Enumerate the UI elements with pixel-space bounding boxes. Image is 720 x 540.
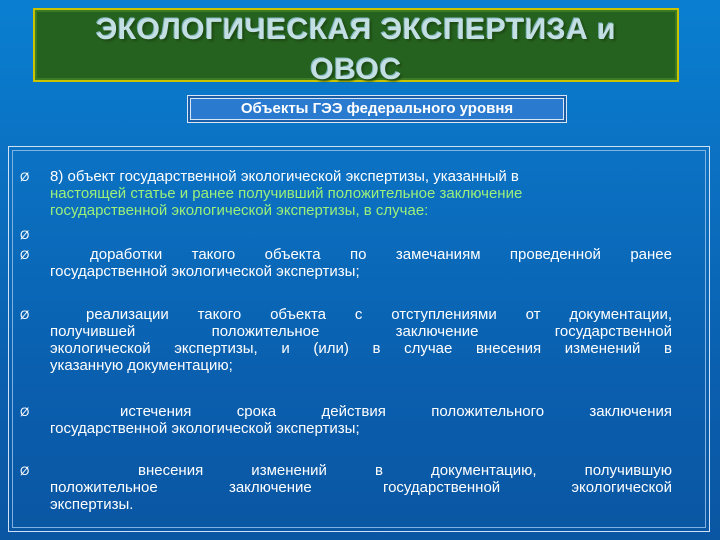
list-item-line: истечения срока действия положительного заключения bbox=[120, 403, 672, 420]
bullet-icon: Ø bbox=[20, 248, 30, 262]
list-item-line: государственной экологической экспертизы; bbox=[50, 263, 360, 280]
list-item bbox=[50, 168, 672, 219]
bullet-icon: Ø bbox=[20, 405, 30, 419]
list-item-line: реализации такого объекта с отступлениями от документации, bbox=[86, 306, 672, 323]
page-title bbox=[35, 10, 677, 90]
title-box bbox=[33, 8, 679, 86]
bullet-icon: Ø bbox=[20, 464, 30, 478]
list-item-line: получившей положительное заключение государственной bbox=[50, 323, 672, 340]
subtitle-box bbox=[187, 95, 567, 123]
list-item-line: указанную документацию; bbox=[50, 357, 233, 374]
list-item-line: положительное заключение государственной экологической bbox=[50, 479, 672, 496]
bullet-icon: Ø bbox=[20, 170, 30, 184]
bullet-icon: Ø bbox=[20, 308, 30, 322]
list-item-line: настоящей статье и ранее получивший положительное заключение bbox=[50, 185, 523, 202]
subtitle: Объекты ГЭЭ федерального уровня bbox=[240, 100, 514, 117]
list-item bbox=[50, 306, 672, 374]
list-item-line: внесения изменений в документацию, получившую bbox=[138, 462, 672, 479]
list-item-line: государственной экологической экспертизы, в случае: bbox=[50, 202, 429, 219]
list-item-line: государственной экологической экспертизы; bbox=[50, 420, 360, 437]
list-item bbox=[50, 246, 672, 280]
list-item-line: доработки такого объекта по замечаниям проведенной ранее bbox=[90, 246, 672, 263]
list-item-line: 8) объект государственной экологической экспертизы, указанный в bbox=[50, 168, 519, 185]
bullet-icon: Ø bbox=[20, 228, 30, 242]
title-line-2: ОВОС bbox=[310, 53, 402, 86]
list-item-line: экспертизы. bbox=[50, 496, 134, 513]
list-item bbox=[50, 462, 672, 513]
list-item-line: экологической экспертизы, и (или) в случае внесения изменений в bbox=[50, 340, 672, 357]
list-item bbox=[50, 403, 672, 437]
title-line-1: ЭКОЛОГИЧЕСКАЯ ЭКСПЕРТИЗА и bbox=[95, 13, 617, 46]
